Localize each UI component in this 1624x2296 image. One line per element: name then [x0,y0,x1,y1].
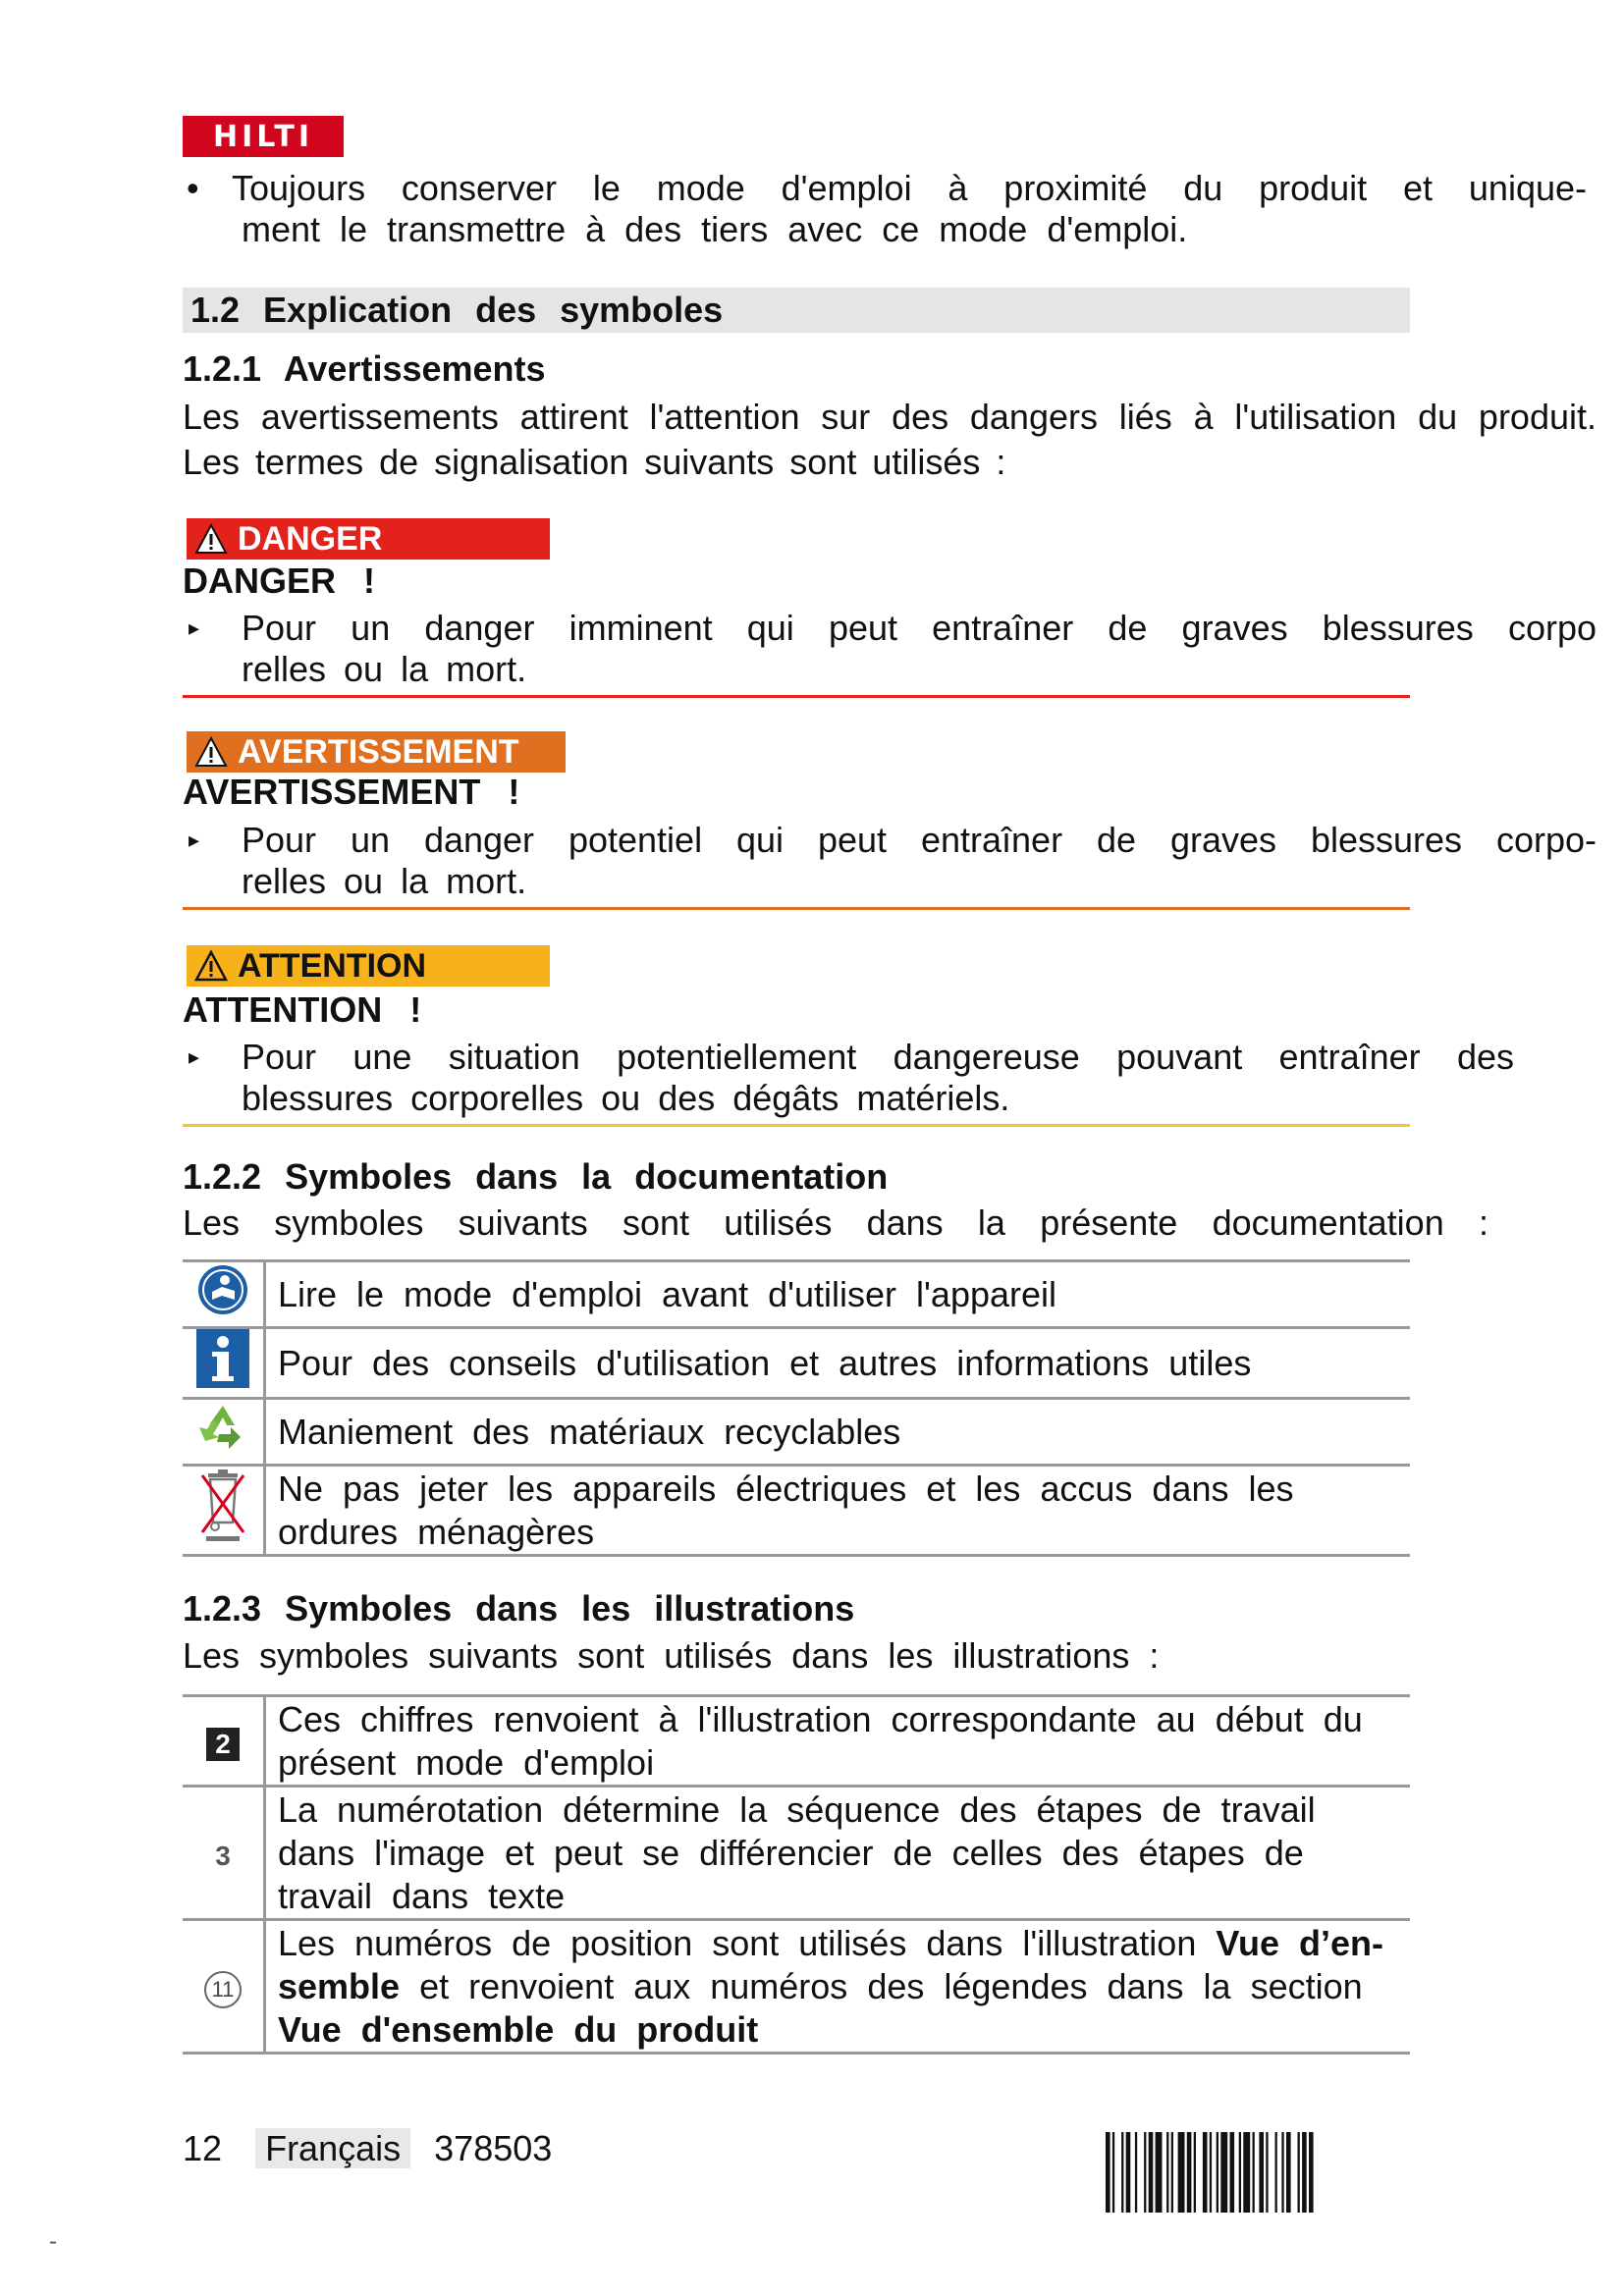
attention-label: ATTENTION ! [183,989,422,1030]
intro-line-1: Toujours conserver le mode d'emploi à proximité du produit et unique- [232,168,1587,208]
warning-triangle-icon [194,522,228,556]
table-row [183,1787,1410,1920]
symbol-description: La numérotation détermine la séquence des étapes de travail dans l'image et peut se différencier de celles des étapes de travail dans texte [265,1787,1411,1920]
figure-number-symbol: 2 [206,1728,240,1761]
symbol-description: Ne pas jeter les appareils électriques et les accus dans les ordures ménagères [265,1466,1411,1556]
section-1-2-2-text: Les symboles suivants sont utilisés dans la présente documentation : [183,1202,1489,1243]
barcode-bar [1253,2132,1255,2213]
barcode-bar [1239,2132,1241,2213]
intro-line-2: ment le transmettre à des tiers avec ce mode d'emploi. [242,209,1188,249]
warning-badge-label: AVERTISSEMENT [238,733,519,771]
barcode-bar [1275,2132,1277,2213]
barcode-bar [1259,2132,1264,2213]
warning-text-line-1: Pour un danger potentiel qui peut entraîner de graves blessures corpo- [242,820,1597,860]
barcode-bar [1210,2132,1212,2213]
barcode-bar [1171,2132,1173,2213]
table-row [183,1328,1410,1399]
section-1-2-1-heading: 1.2.1 Avertissements [183,348,546,389]
icon-cell [183,1466,265,1556]
icon-cell [183,1696,265,1787]
symbol-description: Ces chiffres renvoient à l'illustration correspondante au début du présent mode d'emploi [265,1696,1411,1787]
doc-number: 378503 [434,2128,553,2168]
barcode-bar [1144,2132,1146,2213]
danger-rule [183,695,1410,698]
barcode-bar [1266,2132,1268,2213]
barcode-bar [1302,2132,1307,2213]
warning-label: AVERTISSEMENT ! [183,772,520,812]
footer-language: Français [255,2128,410,2168]
table-row [183,1920,1410,2054]
barcode-bar [1217,2132,1218,2213]
icon-cell [183,1787,265,1920]
danger-label: DANGER ! [183,561,375,601]
danger-text-line-2: relles ou la mort. [242,649,527,689]
barcode [1106,2132,1410,2213]
attention-text-line-2: blessures corporelles ou des dégâts matériels. [242,1078,1010,1118]
section-1-2-3-text: Les symboles suivants sont utilisés dans les illustrations : [183,1635,1160,1676]
symbol-description: Maniement des matériaux recyclables [265,1399,1411,1466]
position-bold-b: Vue d'ensemble du produit [278,2008,759,2050]
table-row [183,1466,1410,1556]
danger-badge-label: DANGER [238,520,383,558]
barcode-bar [1187,2132,1192,2213]
barcode-bar [1220,2132,1227,2213]
attention-rule [183,1124,1410,1127]
barcode-bar [1112,2132,1114,2213]
barcode-bar [1149,2132,1154,2213]
crossed-bin-icon [198,1468,247,1544]
symbol-description [265,1920,1411,2054]
barcode-bar [1126,2132,1131,2213]
icon-cell [183,1261,265,1328]
section-1-2-heading: 1.2 Explication des symboles [183,288,1410,333]
warning-rule [183,907,1410,910]
hilti-logo: HILTI [183,116,344,157]
barcode-bar [1243,2132,1250,2213]
barcode-bar [1178,2132,1185,2213]
page-number: 12 [183,2128,223,2168]
section-1-2-1-text: Les avertissements attirent l'attention sur des dangers liés à l'utilisation du produit. Les termes de signalisation suivants sont utilisés : [183,397,1597,482]
page-footer [183,2128,552,2169]
section-1-2-2-heading: 1.2.2 Symboles dans la documentation [183,1156,889,1197]
arrow-marker: ▸ [189,1044,200,1069]
position-text-a: Les numéros de position sont utilisés dans l'illustration [278,1922,1217,1963]
danger-badge [187,518,550,560]
barcode-bar [1298,2132,1300,2213]
illustration-symbols-table [183,1694,1410,2055]
symbol-description: Pour des conseils d'utilisation et autres informations utiles [265,1328,1411,1399]
icon-cell [183,1328,265,1399]
warning-text-line-2: relles ou la mort. [242,861,527,901]
icon-cell [183,1399,265,1466]
table-row [183,1696,1410,1787]
symbol-description: Lire le mode d'emploi avant d'utiliser l'appareil [265,1261,1411,1328]
barcode-bar [1309,2132,1314,2213]
position-bold-a: Vue d’en-semble [278,1922,1384,2006]
bullet-marker: • [187,168,199,208]
read-manual-icon [195,1262,250,1317]
table-row [183,1261,1410,1328]
barcode-bar [1156,2132,1163,2213]
attention-text-line-1: Pour une situation potentiellement dangereuse pouvant entraîner des [242,1037,1514,1077]
barcode-bar [1106,2132,1110,2213]
barcode-bar [1286,2132,1291,2213]
barcode-bar [1121,2132,1123,2213]
barcode-bar [1166,2132,1168,2213]
attention-badge [187,945,550,987]
barcode-bar [1135,2132,1137,2213]
warning-triangle-icon [194,735,228,769]
recycle-icon [195,1400,250,1455]
barcode-bar [1281,2132,1283,2213]
position-number-symbol: 11 [204,1971,242,2008]
warning-triangle-icon [194,949,228,983]
danger-text-line-1: Pour un danger imminent qui peut entraîner de graves blessures corpo [242,608,1597,648]
section-1-2-3-heading: 1.2.3 Symboles dans les illustrations [183,1588,855,1629]
stray-mark: - [49,2228,57,2255]
info-icon [196,1329,249,1388]
barcode-bar [1230,2132,1235,2213]
barcode-bar [1203,2132,1208,2213]
documentation-symbols-table [183,1259,1410,1557]
attention-badge-label: ATTENTION [238,947,427,985]
arrow-marker: ▸ [189,615,200,640]
step-number-symbol: 3 [215,1840,231,1871]
arrow-marker: ▸ [189,828,200,852]
table-row [183,1399,1410,1466]
icon-cell [183,1920,265,2054]
position-text-b: et renvoient aux numéros des légendes dans la section [400,1965,1363,2006]
barcode-bar [1194,2132,1196,2213]
warning-badge [187,731,566,773]
